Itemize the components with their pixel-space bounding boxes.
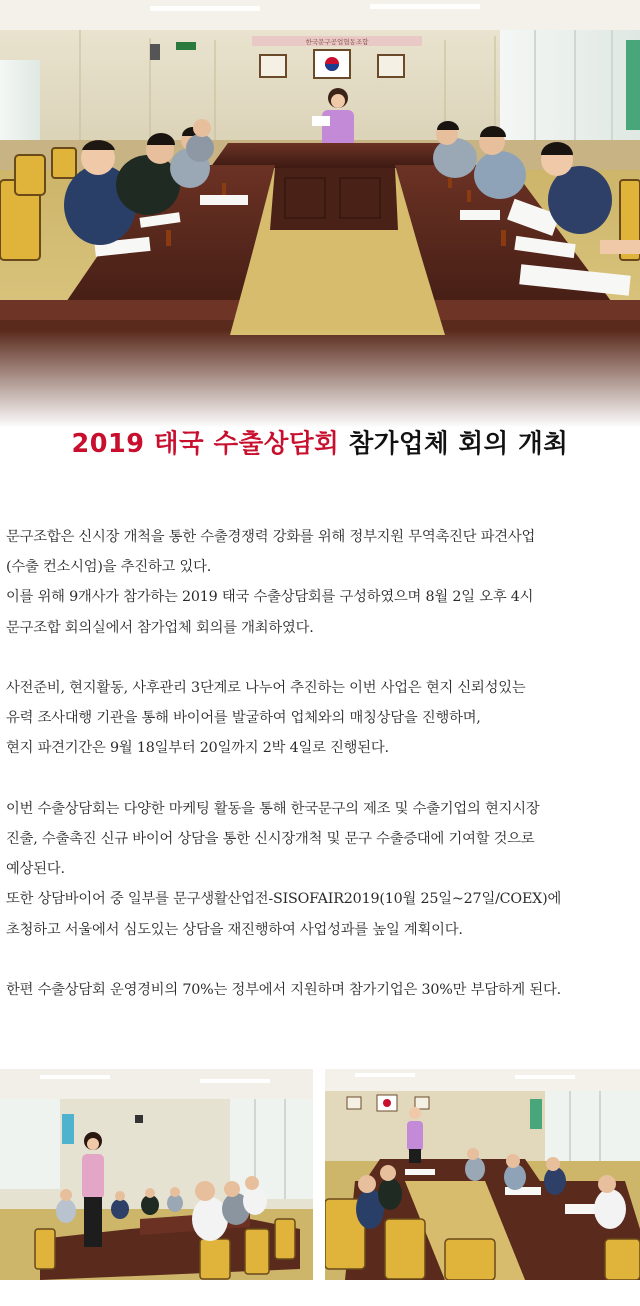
article-body [6, 522, 638, 1035]
paragraph-process [6, 673, 638, 764]
text-line: (수출 컨소시엄)을 추진하고 있다. [6, 559, 212, 576]
paragraph-funding [6, 975, 638, 1005]
text-line: 이번 수출상담회는 다양한 마케팅 활동을 통해 한국문구의 제조 및 수출기업의 현지시장 [6, 800, 540, 817]
text-line: 문구조합은 신시장 개척을 통한 수출경쟁력 강화를 위해 정부지원 무역촉진단 파견사업 [6, 529, 536, 545]
headline-rest: 참가업체 회의 개최 [348, 429, 569, 459]
text-line: 현지 파견기간은 9월 18일부터 20일까지 2박 4일로 진행된다. [6, 740, 389, 757]
text-line: 문구조합 회의실에서 참가업체 회의를 개최하였다. [6, 619, 314, 636]
paragraph-intro [6, 522, 638, 643]
text-line: 진출, 수출촉진 신규 바이어 상담을 통한 신시장개척 및 문구 수출증대에 기여할 것으로 [6, 831, 535, 847]
text-line: 이를 위해 9개사가 참가하는 2019 태국 수출상담회를 구성하였으며 8월 2일 오후 4시 [6, 589, 534, 606]
meeting-photo-left [0, 1069, 313, 1280]
headline-highlight: 2019 태국 수출상담회 [71, 429, 340, 459]
text-line: 한편 수출상담회 운영경비의 70%는 정부에서 지원하며 참가기업은 30%만 부담하게 된다. [6, 982, 561, 998]
text-line: 초청하고 서울에서 심도있는 상담을 재진행하여 사업성과를 높일 계획이다. [6, 921, 463, 938]
hero-meeting-photo [0, 0, 640, 428]
text-line: 또한 상담바이어 중 일부를 문구생활산업전-SISOFAIR2019(10월 25일~27일/COEX)에 [6, 891, 562, 908]
paragraph-expectations [6, 794, 638, 945]
text-line: 예상된다. [6, 861, 65, 878]
hero-banner-text: 한국문구공업협동조합 [305, 38, 369, 46]
article-headline [0, 424, 640, 464]
text-line: 유력 조사대행 기관을 통해 바이어를 발굴하여 업체와의 매칭상담을 진행하며, [6, 710, 481, 727]
text-line: 사전준비, 현지활동, 사후관리 3단계로 나누어 추진하는 이번 사업은 현지 신뢰성있는 [6, 680, 526, 696]
meeting-photo-right [325, 1069, 640, 1280]
